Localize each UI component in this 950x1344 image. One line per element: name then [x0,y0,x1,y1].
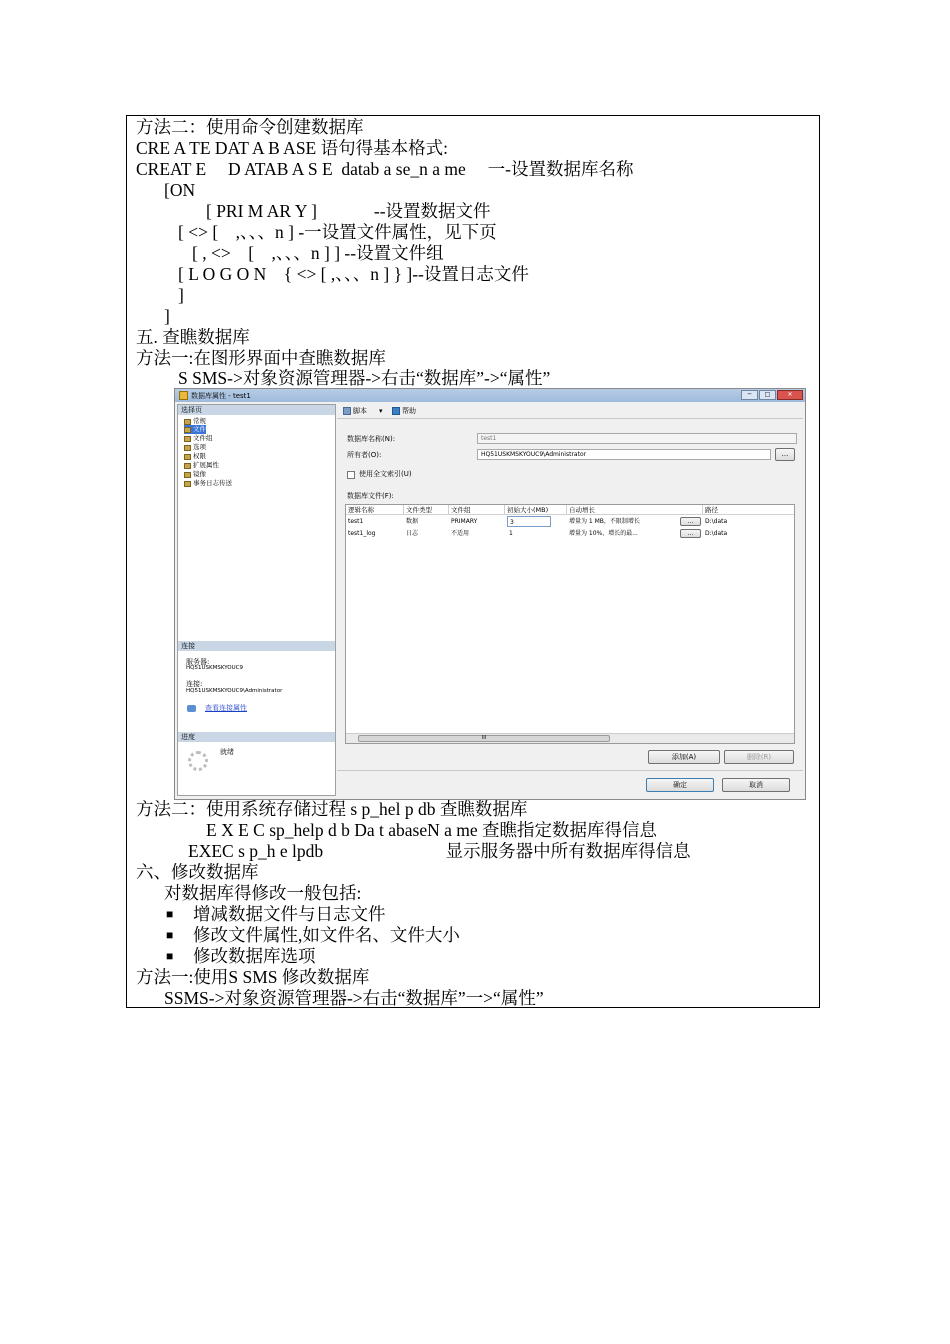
dialog-title: 数据库属性 - test1 [191,392,251,400]
nav-item-extended-properties[interactable]: 扩展属性 [184,461,219,470]
page-icon [184,445,191,451]
code-primary: [ PRI M AR Y ] --设置数据文件 [206,201,491,221]
nav-item-options[interactable]: 选项 [184,443,206,452]
page-icon [184,472,191,478]
code-close-bracket: ] [178,285,184,305]
code-log-on: [ L O G O N { <> [ ,、、、n ] } ]--设置日志文件 [178,264,529,284]
bullet-modify-options: 修改数据库选项 [193,946,316,966]
maximize-button[interactable]: □ [759,390,776,400]
owner-field[interactable]: HQ51USKMSKYOUC9\Administrator [477,449,771,460]
nav-item-files[interactable]: 文件 [184,425,206,434]
bullet-icon: ■ [166,907,174,921]
remove-file-button[interactable]: 删除(R) [724,750,794,764]
server-value: HQ51USKMSKYOUC9 [186,665,243,671]
cell-path: D:\data [705,530,728,537]
owner-label: 所有者(O): [347,451,382,459]
column-header-logical-name[interactable]: 逻辑名称 [346,505,404,515]
database-files-label: 数据库文件(F): [347,492,394,500]
minimize-button[interactable]: ─ [741,390,758,400]
cell-path: D:\data [705,518,728,525]
owner-browse-button[interactable]: ... [775,448,795,461]
column-header-filegroup[interactable]: 文件组 [449,505,505,515]
progress-status: 就绪 [220,748,234,756]
close-button[interactable]: ✕ [777,390,803,400]
column-header-path[interactable]: 路径 [703,505,794,515]
code-exec-sp-helpdb-name: E X E C sp_help d b Da t abaseN a me 查瞧指定数据库得信息 [206,820,658,840]
cell-logical-name[interactable]: test1 [348,518,364,525]
help-button[interactable]: 帮助 [402,407,416,415]
database-properties-dialog [174,388,806,800]
bullet-icon: ■ [166,928,174,942]
cell-logical-name[interactable]: test1_log [348,530,376,537]
column-header-initial-size[interactable]: 初始大小(MB) [505,505,567,515]
connection-label: 连接: [186,680,203,688]
dialog-titlebar [175,389,805,402]
connection-properties-icon [187,705,196,712]
cell-initial-size[interactable]: 3 [507,516,551,527]
script-dropdown-icon[interactable]: ▾ [379,407,383,415]
autogrowth-edit-button[interactable]: ... [680,529,701,538]
progress-header: 进度 [178,732,335,742]
page-icon [184,463,191,469]
code-on: [ON [164,180,196,200]
code-create-database: CREAT E D ATAB A S E datab a se_n a me 一-设置数据库名称 [136,159,634,179]
code-exec-sp-helpdb: EXEC s p_h e lpdb 显示服务器中所有数据库得信息 [188,841,691,861]
text-method-two-view: 方法二：使用系统存储过程 s p_hel p db 查瞧数据库 [136,799,528,819]
left-panel [177,404,336,796]
database-icon [179,391,188,400]
text-create-database-format: CRE A TE DAT A B ASE 语句得基本格式: [136,138,448,158]
cell-filegroup: 不适用 [451,530,470,537]
nav-item-log-shipping[interactable]: 事务日志传送 [184,479,232,488]
progress-spinner-icon [188,751,208,771]
heading-method-two-create: 方法二：使用命令创建数据库 [136,117,364,137]
cell-filegroup: PRIMARY [451,518,478,525]
cell-file-type: 日志 [406,530,419,537]
bullet-icon: ■ [166,949,174,963]
help-icon [392,407,400,415]
code-file-attributes: [ <> [ ,、、、n ] -一设置文件属性，见下页 [178,222,497,242]
scrollbar-thumb[interactable]: III [358,735,610,742]
nav-item-filegroups[interactable]: 文件组 [184,434,213,443]
cell-file-type: 数据 [406,518,419,525]
database-name-label: 数据库名称(N): [347,435,396,443]
code-filegroup: [ , <> [ ,、、、n ] ] --设置文件组 [192,243,444,263]
script-icon [343,407,351,415]
view-connection-properties-link[interactable]: 查看连接属性 [205,704,247,712]
nav-item-permissions[interactable]: 权限 [184,452,206,461]
column-header-autogrowth[interactable]: 自动增长 [567,505,703,515]
page-icon [184,427,191,433]
script-button[interactable]: 脚本 [353,407,367,415]
horizontal-scrollbar[interactable] [346,733,794,743]
footer-divider [337,770,803,771]
text-ssms-path-view: S SMS->对象资源管理器->右击“数据库”->“属性” [178,368,551,388]
add-file-button[interactable]: 添加(A) [648,750,720,764]
cell-autogrowth: 增量为 1 MB，不限制增长 [569,518,640,525]
text-ssms-path-modify: SSMS->对象资源管理器->右击“数据库”一>“属性” [164,988,544,1008]
text-method-one-modify: 方法一:使用S SMS 修改数据库 [136,967,370,987]
text-method-one-view: 方法一:在图形界面中查瞧数据库 [136,348,386,368]
heading-modify-database: 六、修改数据库 [136,862,259,882]
code-close-bracket-outer: ] [164,306,170,326]
bullet-add-remove-files: 增减数据文件与日志文件 [193,904,386,924]
page-icon [184,481,191,487]
nav-item-mirroring[interactable]: 镜像 [184,470,206,479]
page-icon [184,436,191,442]
connection-value: HQ51USKMSKYOUC9\Administrator [186,688,283,694]
cell-autogrowth: 增量为 10%，增长的最... [569,530,638,537]
text-modify-includes: 对数据库得修改一般包括: [164,883,362,903]
column-header-file-type[interactable]: 文件类型 [404,505,449,515]
server-label: 服务器: [186,658,210,666]
dialog-toolbar [337,404,803,419]
database-files-grid [345,504,795,744]
autogrowth-edit-button[interactable]: ... [680,517,701,526]
fulltext-index-checkbox[interactable] [347,471,355,479]
bullet-modify-file-attributes: 修改文件属性,如文件名、文件大小 [193,925,460,945]
connection-header: 连接 [178,641,335,651]
fulltext-index-label: 使用全文索引(U) [359,470,412,478]
nav-item-general[interactable]: 常规 [184,417,206,426]
ok-button[interactable]: 确定 [646,778,714,792]
page-icon [184,454,191,460]
cell-initial-size[interactable]: 1 [509,530,513,537]
database-name-field[interactable]: test1 [477,433,797,444]
select-page-header: 选择页 [178,405,335,415]
heading-view-database: 五. 查瞧数据库 [136,327,250,347]
cancel-button[interactable]: 取消 [722,778,790,792]
